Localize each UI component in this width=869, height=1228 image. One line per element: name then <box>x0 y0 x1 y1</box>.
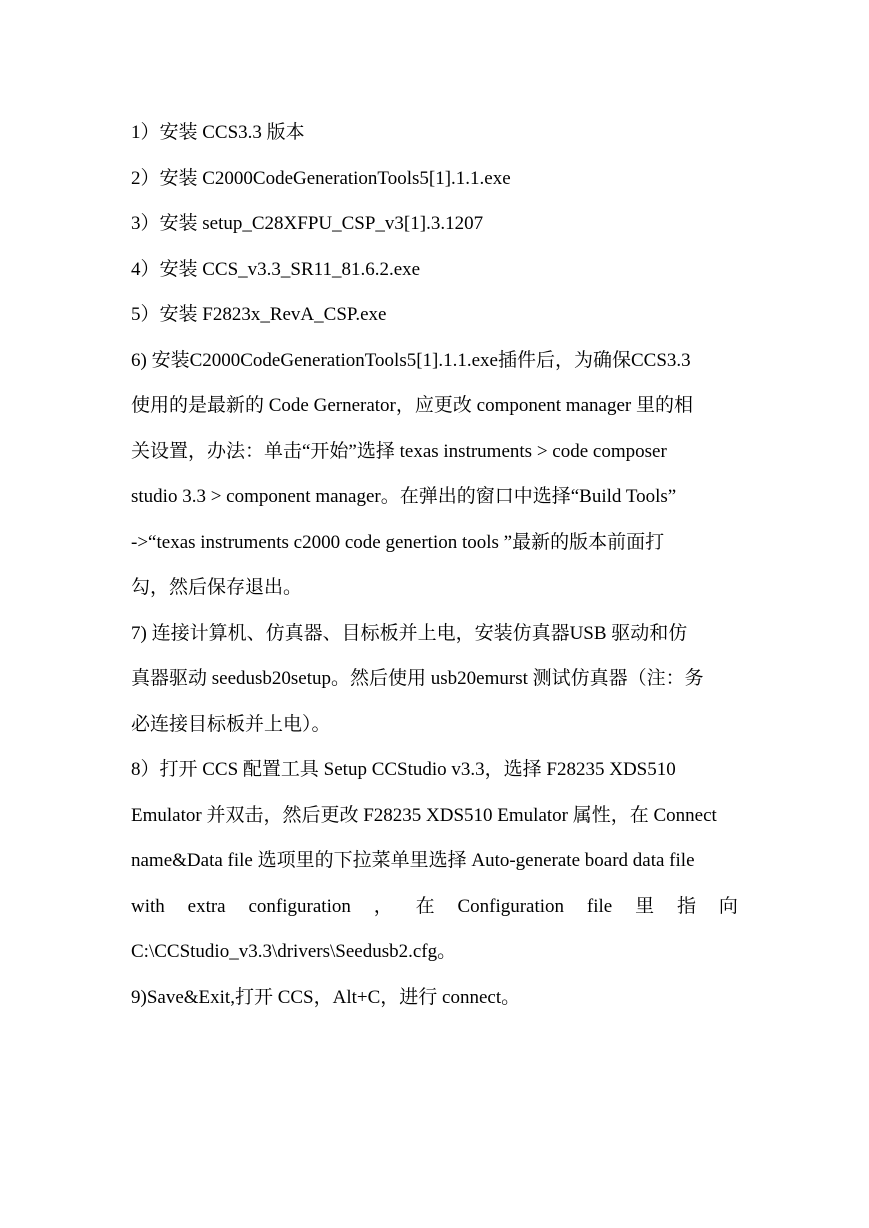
step-8-word: ， <box>373 895 393 917</box>
step-6-line-5: ->“texas instruments c2000 code genertion tools ”最新的版本前面打 <box>131 531 665 553</box>
step-6-line-6: 勾，然后保存退出。 <box>131 577 303 598</box>
step-8-word: 指 <box>676 895 696 917</box>
step-6-line-2: 使用的是最新的 Code Gernerator，应更改 component manager 里的相 <box>131 395 693 416</box>
step-8-line-1: 8）打开 CCS 配置工具 Setup CCStudio v3.3，选择 F28235 XDS510 <box>131 759 676 780</box>
step-8-word: 在 <box>415 895 435 917</box>
step-7-line-2: 真器驱动 seedusb20setup。然后使用 usb20emurst 测试仿真器（注：务 <box>131 668 704 689</box>
step-6-line-3: 关设置，办法：单击“开始”选择 texas instruments > code composer <box>131 440 667 462</box>
step-8-line-4 <box>131 884 738 930</box>
step-6-line-1: 6) 安装C2000CodeGenerationTools5[1].1.1.exe插件后，为确保CCS3.3 <box>131 349 691 371</box>
step-6-line-4: studio 3.3 > component manager。在弹出的窗口中选择“Build Tools” <box>131 486 677 507</box>
step-8-line-3: name&Data file 选项里的下拉菜单里选择 Auto-generate board data file <box>131 850 695 871</box>
step-2: 2）安装 C2000CodeGenerationTools5[1].1.1.exe <box>131 167 511 189</box>
step-4: 4）安装 CCS_v3.3_SR11_81.6.2.exe <box>131 258 421 280</box>
step-5: 5）安装 F2823x_RevA_CSP.exe <box>131 304 387 325</box>
step-8-word: with <box>131 895 165 917</box>
step-7-line-3: 必连接目标板并上电）。 <box>131 713 331 735</box>
step-8-word: 向 <box>718 895 738 917</box>
step-8-line-5: C:\CCStudio_v3.3\drivers\Seedusb2.cfg。 <box>131 941 457 962</box>
step-3: 3）安装 setup_C28XFPU_CSP_v3[1].3.1207 <box>131 213 484 234</box>
step-8-word: file <box>586 895 613 917</box>
step-1: 1）安装 CCS3.3 版本 <box>131 122 305 143</box>
step-9: 9)Save&Exit,打开 CCS，Alt+C，进行 connect。 <box>131 986 521 1008</box>
step-8-word: Configuration <box>457 895 565 917</box>
step-8-word: configuration <box>248 895 351 917</box>
step-7-line-1: 7) 连接计算机、仿真器、目标板并上电，安装仿真器USB 驱动和仿 <box>131 622 688 644</box>
step-8-word: 里 <box>635 895 655 917</box>
document-body <box>131 110 738 1020</box>
step-8-line-2: Emulator 并双击，然后更改 F28235 XDS510 Emulator 属性，在 Connect <box>131 804 717 826</box>
step-8-word: extra <box>187 895 226 917</box>
